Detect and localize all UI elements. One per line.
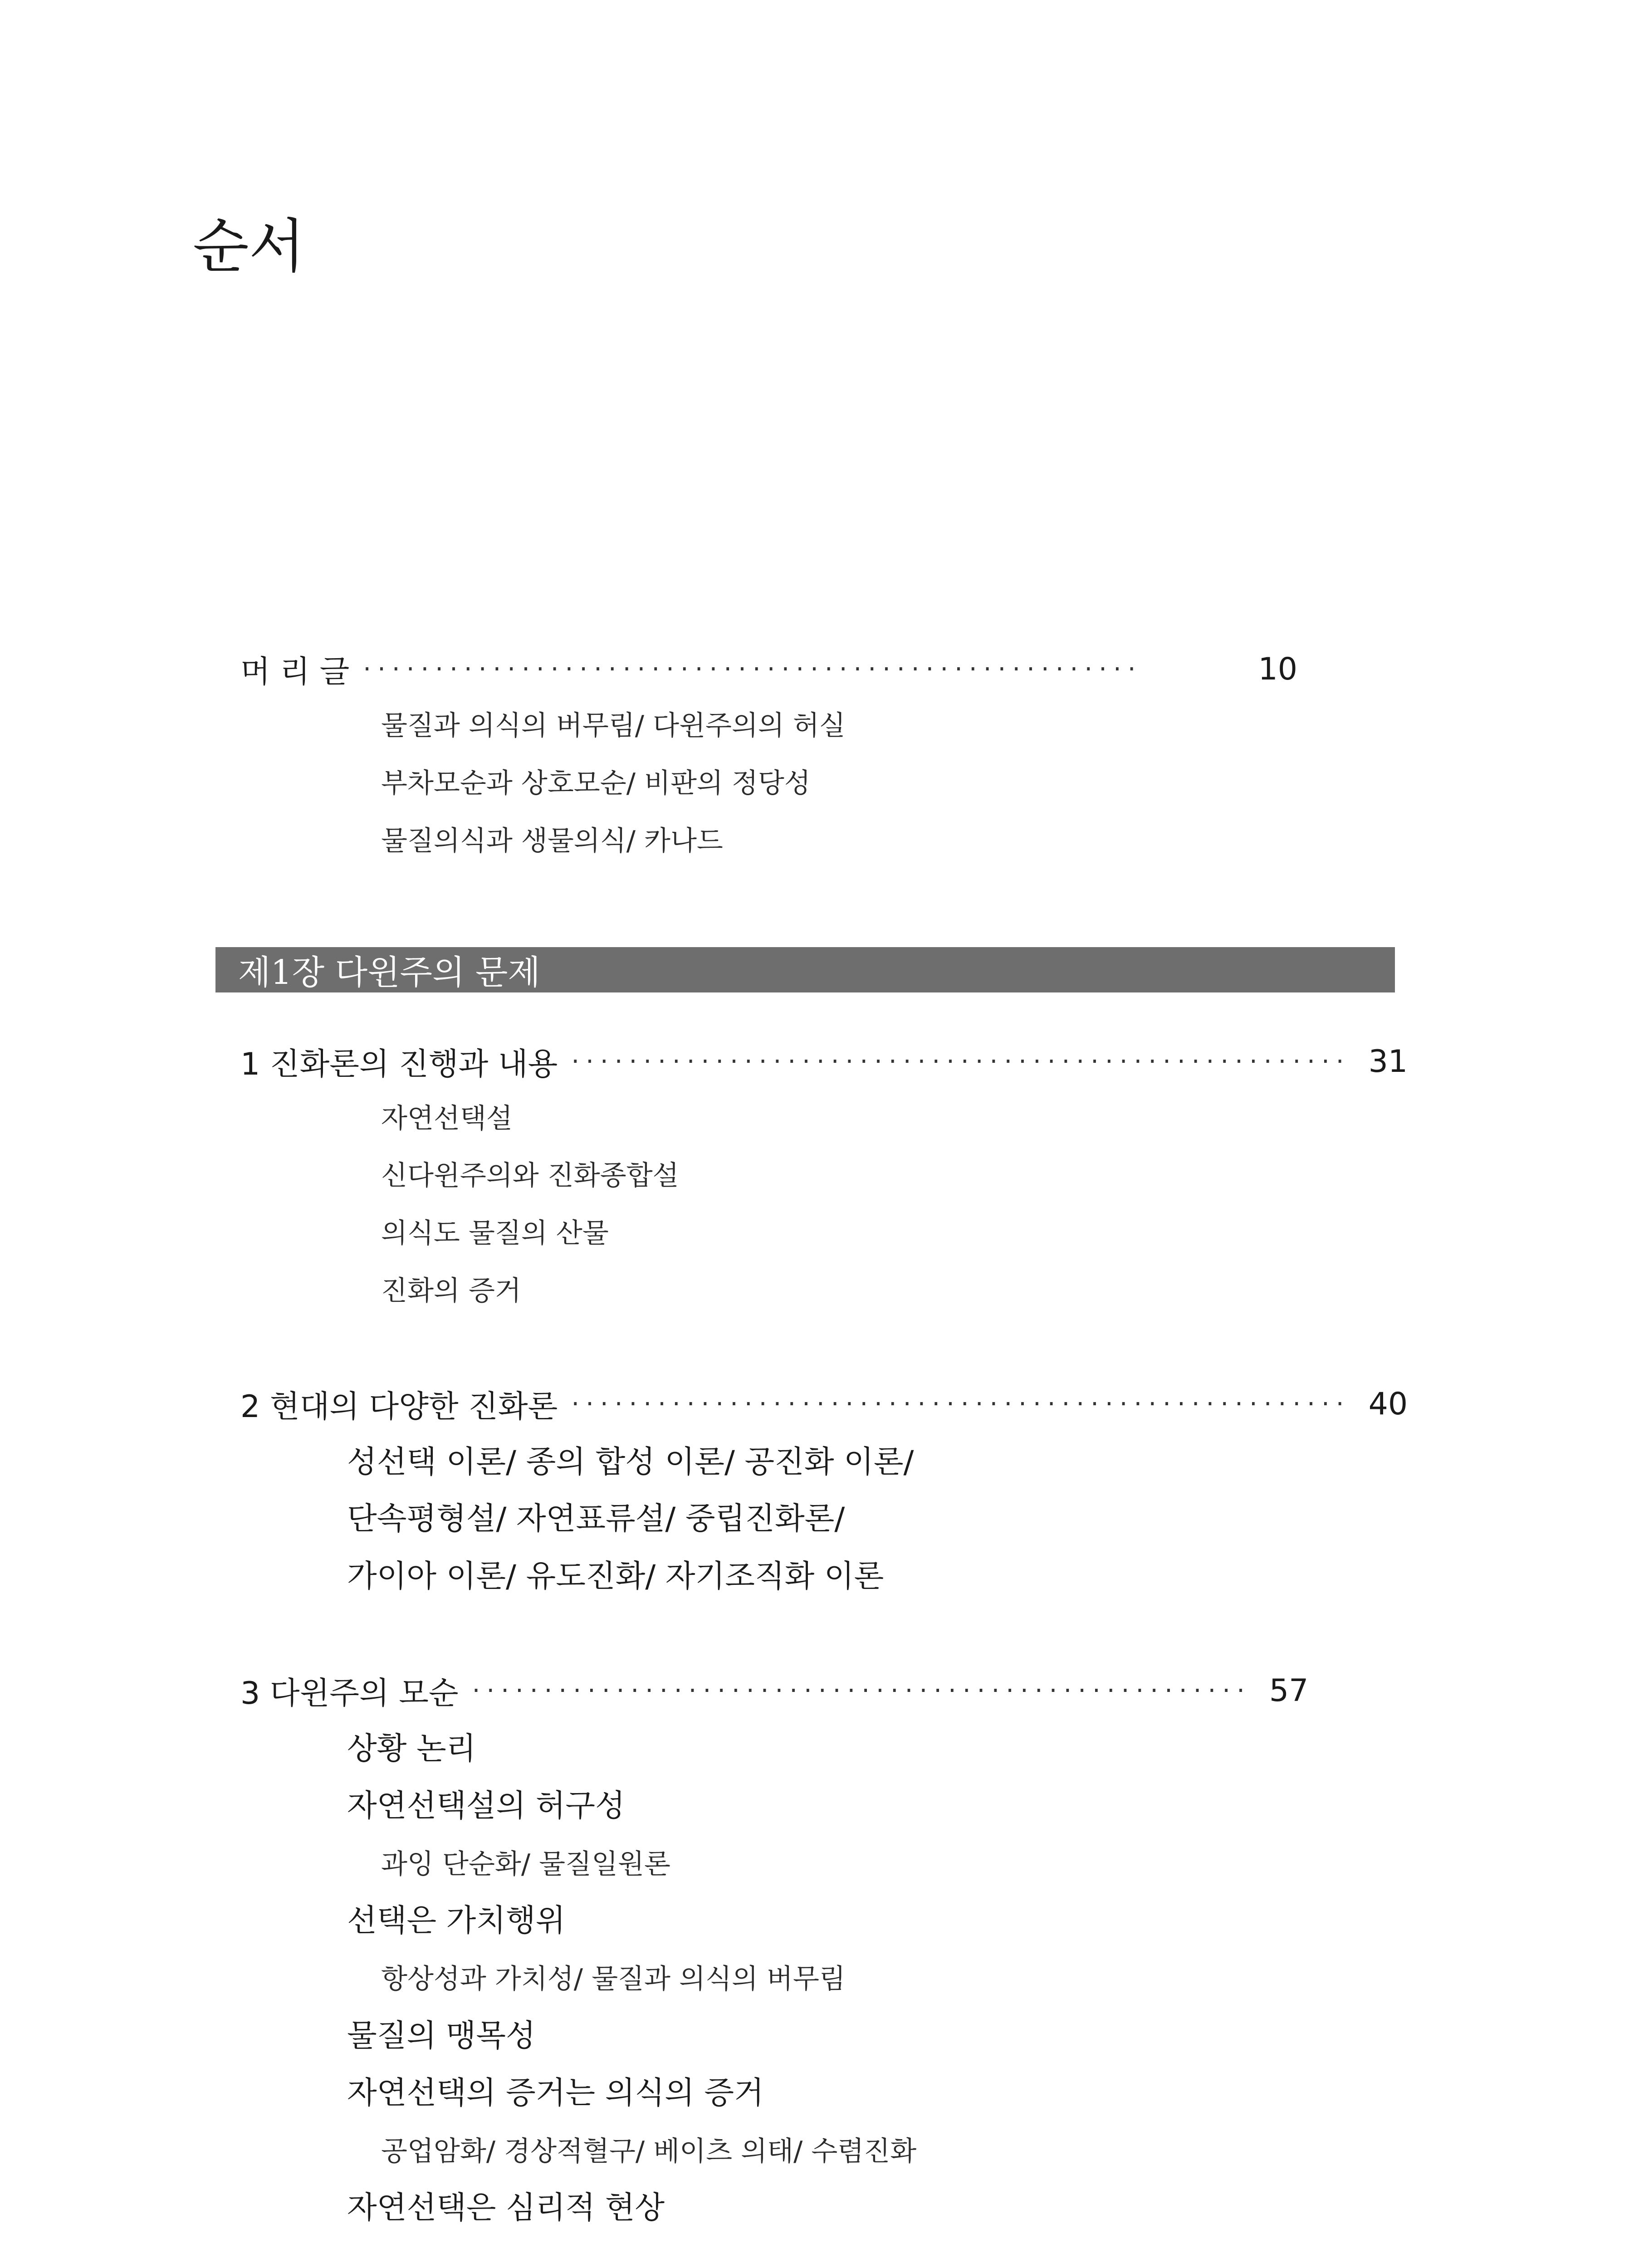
chapter-header-bar <box>215 947 1395 992</box>
toc-subitem: 자연선택은 심리적 현상 <box>347 2190 665 2226</box>
toc-subitem: 성선택 이론/ 종의 합성 이론/ 공진화 이론/ <box>347 1444 914 1480</box>
toc-subitem: 자연선택설 <box>381 1103 513 1134</box>
entry-title: 3 다윈주의 모순 <box>240 1675 459 1711</box>
toc-subitem: 선택은 가치행위 <box>347 1903 566 1939</box>
toc-subitem: 물질의식과 생물의식/ 카나드 <box>381 825 723 857</box>
entry-title: 1 진화론의 진행과 내용 <box>240 1046 558 1082</box>
toc-subitem: 자연선택설의 허구성 <box>347 1788 625 1824</box>
toc-subitem: 상황 논리 <box>347 1731 476 1767</box>
dot-leader: ······················································ <box>571 1389 1350 1419</box>
chapter-title: 제1장 다윈주의 문제 <box>238 953 540 992</box>
toc-subitem: 부차모순과 상호모순/ 비판의 정당성 <box>381 767 811 799</box>
toc-subitem: 항상성과 가치성/ 물질과 의식의 버무림 <box>381 1963 846 1995</box>
toc-subitem: 과잉 단순화/ 물질일원론 <box>381 1848 670 1880</box>
toc-subitem: 공업암화/ 경상적혈구/ 베이츠 의태/ 수렴진화 <box>381 2136 917 2167</box>
page-number: 57 <box>1269 1672 1309 1709</box>
page-title: 순서 <box>193 213 305 280</box>
entry-title: 2 현대의 다양한 진화론 <box>240 1388 558 1425</box>
dot-leader: ······················································ <box>571 1046 1350 1076</box>
toc-subitem: 물질의 맹목성 <box>347 2018 536 2054</box>
toc-subitem: 의식도 물질의 산물 <box>381 1217 609 1249</box>
entry-title: 머 리 글 <box>240 654 350 690</box>
dot-leader: ······················································ <box>472 1676 1251 1706</box>
toc-subitem: 단속평형설/ 자연표류설/ 중립진화론/ <box>347 1501 845 1537</box>
toc-subitem: 진화의 증거 <box>381 1275 521 1307</box>
toc-subitem: 자연선택의 증거는 의식의 증거 <box>347 2075 764 2111</box>
page-number: 40 <box>1368 1386 1408 1422</box>
page-number: 10 <box>1258 651 1297 687</box>
toc-entry-section-1[interactable] <box>240 1039 1408 1084</box>
toc-entry-section-2[interactable] <box>240 1381 1408 1427</box>
toc-subitem: 물질과 의식의 버무림/ 다윈주의의 허실 <box>381 710 846 742</box>
toc-subitem: 신다윈주의와 진화종합설 <box>381 1160 679 1192</box>
toc-entry-preface[interactable] <box>240 646 1297 692</box>
toc-entry-section-3[interactable] <box>240 1668 1309 1713</box>
toc-subitem: 가이아 이론/ 유도진화/ 자기조직화 이론 <box>347 1559 884 1594</box>
dot-leader: ······················································ <box>363 654 1142 684</box>
page-number: 31 <box>1368 1043 1408 1080</box>
